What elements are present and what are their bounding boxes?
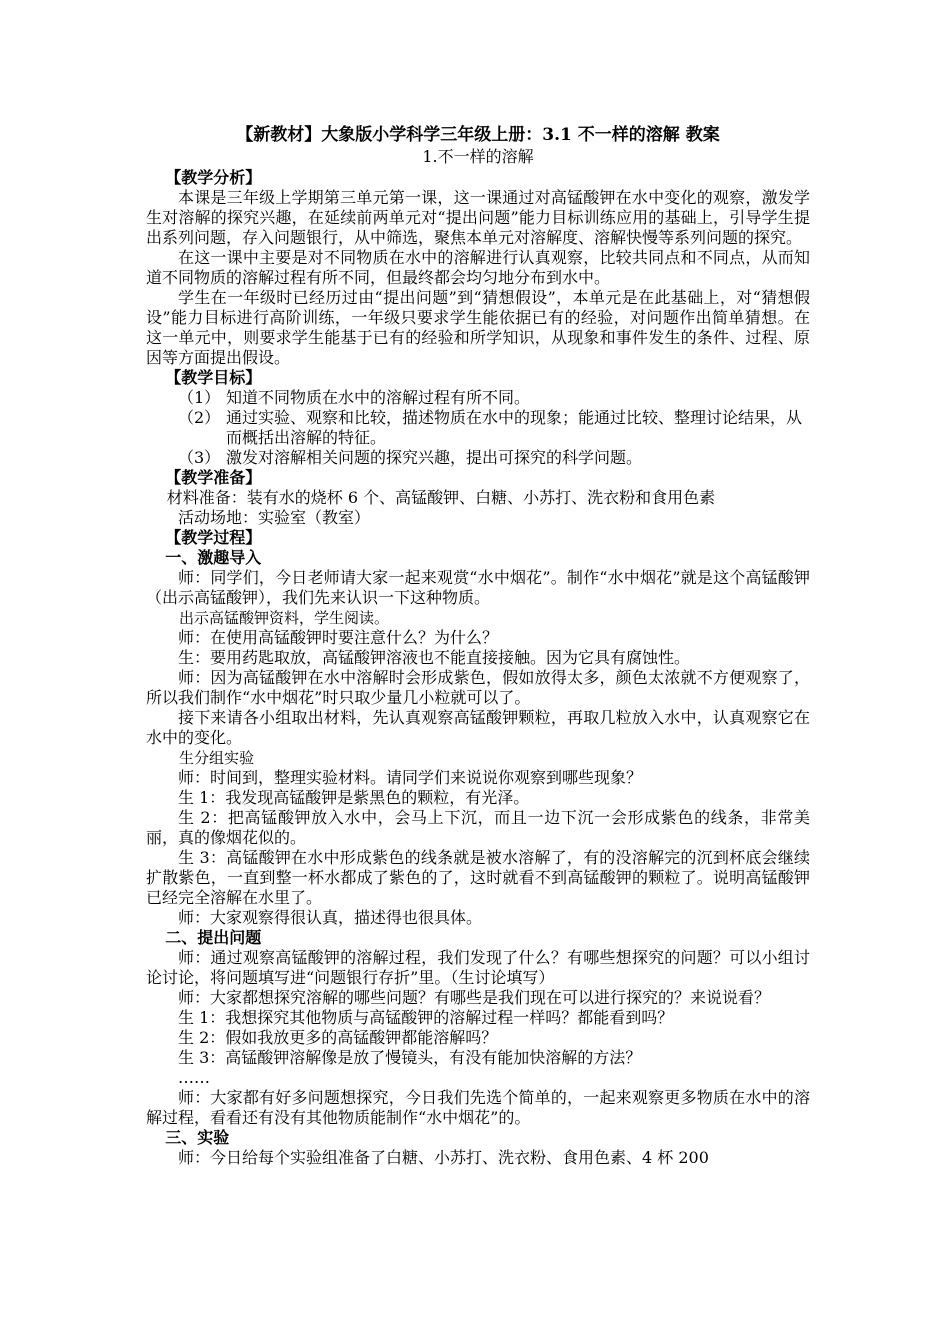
goal-text: 知道不同物质在水中的溶解过程有所不同。 xyxy=(226,388,531,407)
dialogue-line: 生 3：高锰酸钾溶解像是放了慢镜头，有没有能加快溶解的方法？ xyxy=(178,1048,642,1067)
dialogue-line: 师：在使用高锰酸钾时要注意什么？为什么？ xyxy=(178,628,499,647)
dialogue-line: 师：时间到，整理实验材料。请同学们来说说你观察到哪些现象？ xyxy=(178,768,643,787)
paragraph: 在这一课中主要是对不同物质在水中的溶解进行认真观察，比较共同点和不同点，从而知道不同物质的溶解过程有所不同，但最终都会均匀地分布到水中。 xyxy=(146,248,810,287)
paragraph: 本课是三年级上学期第三单元第一课，这一课通过对高锰酸钾在水中变化的观察，激发学生对溶解的探究兴趣，在延续前两单元对“提出问题”能力目标训练应用的基础上，引导学生提出系列问题，存入问题银行，从中筛选，聚焦本单元对溶解度、溶解快慢等系列问题的探究。 xyxy=(146,188,810,247)
goal-item xyxy=(146,448,810,468)
section-heading-prep: 【教学准备】 xyxy=(165,468,262,487)
goal-text: 通过实验、观察和比较，描述物质在水中的现象；能通过比较、整理讨论结果，从而概括出溶解的特征。 xyxy=(226,408,803,447)
dialogue-line: 生：要用药匙取放，高锰酸钾溶液也不能直接接触。因为它具有腐蚀性。 xyxy=(178,648,691,667)
goal-text: 激发对溶解相关问题的探究兴趣，提出可探究的科学问题。 xyxy=(226,448,643,467)
dialogue-line: 师：今日给每个实验组准备了白糖、小苏打、洗衣粉、食用色素、4 杯 200 xyxy=(178,1148,709,1167)
dialogue-line: 生 1：我想探究其他物质与高锰酸钾的溶解过程一样吗？都能看到吗？ xyxy=(178,1008,674,1027)
instruction-note: 出示高锰酸钾资料，学生阅读。 xyxy=(179,609,390,627)
prep-materials: 材料准备：装有水的烧杯 6 个、高锰酸钾、白糖、小苏打、洗衣粉和食用色素 xyxy=(166,488,716,507)
dialogue-line: 师：通过观察高锰酸钾的溶解过程，我们发现了什么？有哪些想探究的问题？可以小组讨论讨论，将问题填写进“问题银行存折”里。（生讨论填写） xyxy=(146,948,810,987)
dialogue-line: 师：同学们，今日老师请大家一起来观赏“水中烟花”。制作“水中烟花”就是这个高锰酸钾（出示高锰酸钾），我们先来认识一下这种物质。 xyxy=(146,568,810,607)
goal-number: （1） xyxy=(178,388,221,407)
goal-number: （3） xyxy=(178,448,221,467)
section-heading-process: 【教学过程】 xyxy=(165,528,262,547)
ellipsis-line: …… xyxy=(178,1068,210,1087)
dialogue-line: 生 1：我发现高锰酸钾是紫黑色的颗粒，有光泽。 xyxy=(178,788,530,807)
section-heading-goals: 【教学目标】 xyxy=(165,368,262,387)
dialogue-line: 生 2：假如我放更多的高锰酸钾都能溶解吗？ xyxy=(178,1028,498,1047)
document-page xyxy=(146,124,810,1168)
dialogue-line: 师：大家都想探究溶解的哪些问题？有哪些是我们现在可以进行探究的？来说说看？ xyxy=(178,988,771,1007)
document-title: 【新教材】大象版小学科学三年级上册：3.1 不一样的溶解 教案 xyxy=(236,125,720,145)
dialogue-line: 生 3：高锰酸钾在水中形成紫色的线条就是被水溶解了，有的没溶解完的沉到杯底会继续扩散紫色，一直到整一杯水都成了紫色的了，这时就看不到高锰酸钾的颗粒了。说明高锰酸钾已经完全溶解在水里了。 xyxy=(146,848,810,907)
step-heading-intro: 一、激趣导入 xyxy=(165,548,262,567)
paragraph: 学生在一年级时已经历过由“提出问题”到“猜想假设”，本单元是在此基础上，对“猜想假设”能力目标进行高阶训练，一年级只要求学生能依据已有的经验，对问题作出简单猜想。在这一单元中，则要求学生能基于已有的经验和所学知识，从现象和事件发生的条件、过程、原因等方面提出假设。 xyxy=(146,288,810,367)
step-heading-experiment: 三、实验 xyxy=(165,1128,230,1147)
dialogue-line: 师：大家都有好多问题想探究，今日我们先选个简单的，一起来观察更多物质在水中的溶解过程，看看还有没有其他物质能制作“水中烟花”的。 xyxy=(146,1088,810,1127)
dialogue-line: 生 2：把高锰酸钾放入水中，会马上下沉，而且一边下沉一会形成紫色的线条，非常美丽，真的像烟花似的。 xyxy=(146,808,810,847)
step-heading-questions: 二、提出问题 xyxy=(165,928,262,947)
dialogue-line: 师：大家观察得很认真，描述得也很具体。 xyxy=(178,908,483,927)
prep-place: 活动场地：实验室（教室） xyxy=(178,508,371,527)
goal-number: （2） xyxy=(178,408,221,427)
goal-item xyxy=(146,388,810,408)
goal-item xyxy=(146,408,810,448)
dialogue-line: 师：因为高锰酸钾在水中溶解时会形成紫色，假如放得太多，颜色太浓就不方便观察了，所以我们制作“水中烟花”时只取少量几小粒就可以了。 xyxy=(146,668,810,707)
section-heading-analysis: 【教学分析】 xyxy=(165,168,262,187)
instruction-note: 生分组实验 xyxy=(179,749,255,767)
lesson-subtitle: 1.不一样的溶解 xyxy=(422,147,534,166)
dialogue-line: 接下来请各小组取出材料，先认真观察高锰酸钾颗粒，再取几粒放入水中，认真观察它在水中的变化。 xyxy=(146,708,810,747)
